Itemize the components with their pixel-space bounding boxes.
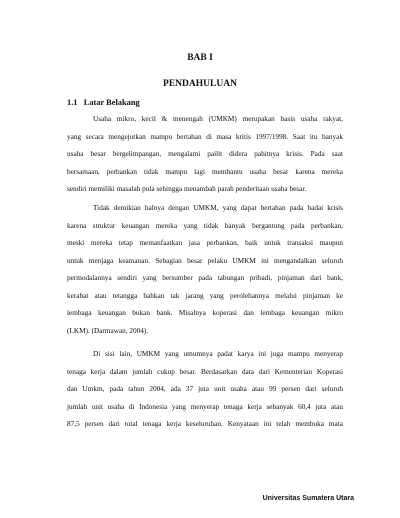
text-line: yang secara mengejutkan mampu bertahan di masa kritis 1997/1998. Saat itu banyak [67,132,343,141]
text-line: permodalannya sendiri yang bersumber pada tabungan pribadi, pinjaman dari bank, [67,274,343,282]
text-line: Usaha mikro, kecil & menengah (UMKM) merupakan basis usaha rakyat, [93,115,343,123]
text-line: bersamaan, perbankan tidak mampu lagi membantu usaha besar karena mereka [67,167,343,176]
text-line: jumlah unit usaha di Indonesia yang menyerap tenaga kerja sebanyak 60,4 juta atau [67,402,343,411]
paragraph-1 [67,111,343,199]
section-number: 1.1 [67,98,78,107]
text-line: lembaga keuangan bukan bank. Misalnya koperasi dan lembaga keuangan mikro [67,309,343,317]
paragraph-3 [67,346,343,434]
text-line: dan Umkm, pada tahun 2004, ada 37 juta unit usaha atau 99 persen dari seluruh [67,385,343,393]
text-line: Di sisi lain, UMKM yang umumnya padat karya ini juga mampu menyerap [93,350,343,358]
text-line: untuk menjaga keamanan. Sebagian besar pelaku UMKM ini mengandalkan seluruh [67,256,343,265]
text-line: Tidak demikian halnya dengan UMKM, yang dapat bertahan pada badai krisis [93,204,343,212]
paragraph-2 [67,200,343,340]
text-line: usaha besar bergelimpangan, mengalami pailit didera pahitnya krisis. Pada saat [67,150,343,158]
chapter-heading: BAB I [187,53,213,63]
text-line: sendiri memiliki masalah pula sehingga menambah parah penderitaan usaha besar. [67,185,307,193]
text-line: (LKM). (Darmawan, 2004). [67,326,149,335]
text-line: kerabat atau tetangga bahkan tak jarang yang perolehannya melalui pinjaman ke [67,291,343,300]
section-heading [67,98,140,107]
text-line: meski mereka tetap memanfaatkan jasa perbankan, baik untuk transaksi maupun [67,239,343,247]
text-line: tenaga kerja dalam jumlah cukup besar. Berdasarkan data dari Kementerian Koperasi [67,367,343,376]
chapter-title: PENDAHULUAN [163,79,237,89]
section-title: Latar Belakang [83,98,140,107]
text-line: 87,5 persen dari total tenaga kerja keseluruhan. Kenyataan ini telah membuka mata [67,420,343,428]
text-line: karena struktur keuangan mereka yang tidak banyak bergantung pada perbankan, [67,221,343,230]
footer-institution: Universitas Sumatera Utara [262,495,354,502]
